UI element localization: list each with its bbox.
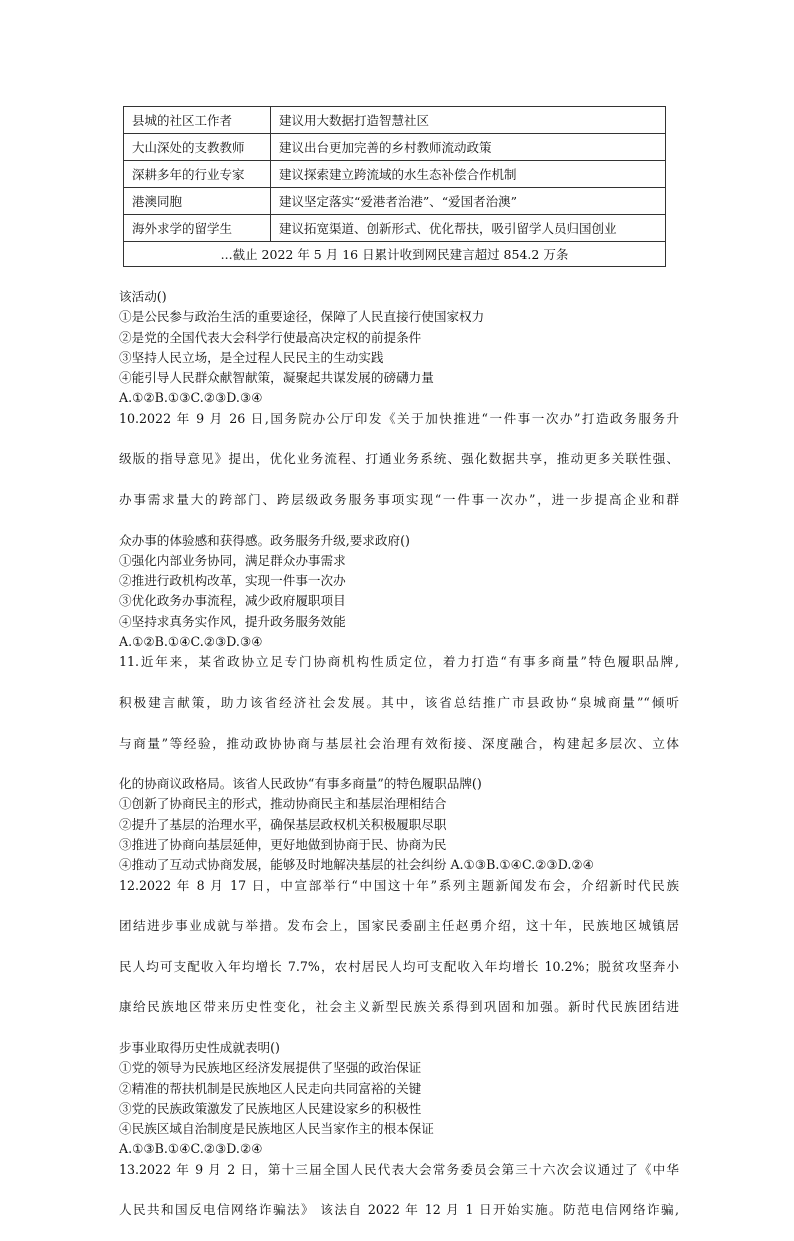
table-row [124,161,666,188]
table-footer-row [124,242,666,267]
q11-option: ③推进了协商向基层延伸，更好地做到协商于民、协商为民 [119,837,447,853]
q12-stem-line: 康给民族地区带来历史性变化，社会主义新型民族关系得到巩固和加强。新时代民族团结进 [119,999,679,1015]
q9-stem: 该活动() [119,289,167,304]
table-cell-who: 港澳同胞 [124,188,271,215]
q10-option: ②推进行政机构改革，实现一件事一次办 [119,573,346,589]
suggestions-table [123,106,666,267]
q13-stem-line: 人民共和国反电信网络诈骗法》 该法自 2022 年 12 月 1 日开始实施。防范电信网络诈骗, [119,1202,679,1218]
table-row [124,107,666,134]
table-cell-suggestion: 建议坚定落实“爱港者治港”、“爱国者治澳” [271,188,666,215]
q11-stem-line: 与商量”等经验，推动政协协商与基层社会治理有效衔接、深度融合，构建起多层次、立体 [119,735,679,751]
q12-stem-line: 民人均可支配收入年均增长 7.7%，农村居民人均可支配收入年均增长 10.2%；脱贫攻坚奔小 [119,958,679,974]
table-cell-who: 深耕多年的行业专家 [124,161,271,188]
table-row [124,215,666,242]
q10-answers: A.①②B.①④C.②③D.③④ [119,634,263,650]
q10-stem-line: 办事需求量大的跨部门、跨层级政务服务事项实现“一件事一次办”，进一步提高企业和群 [119,491,679,507]
table-cell-suggestion: 建议用大数据打造智慧社区 [271,107,666,134]
table-cell-who: 县城的社区工作者 [124,107,271,134]
q12-stem-line: 12.2022 年 8 月 17 日，中宣部举行“中国这十年”系列主题新闻发布会，介绍新时代民族 [119,877,679,893]
q10-stem-line: 众办事的体验感和获得感。政务服务升级,要求政府() [119,532,410,548]
q11-stem-line: 11.近年来，某省政协立足专门协商机构性质定位，着力打造“有事多商量”特色履职品牌, [119,654,679,670]
q11-option: ①创新了协商民主的形式，推动协商民主和基层治理相结合 [119,796,447,812]
q11-option: ④推动了互动式协商发展，能够及时地解决基层的社会纠纷 A.①③B.①④C.②③D.②④ [119,857,594,873]
q10-option: ①强化内部业务协同，满足群众办事需求 [119,552,346,568]
q9-option: ③坚持人民立场，是全过程人民民主的生动实践 [119,349,384,365]
q10-option: ④坚持求真务实作风，提升政务服务效能 [119,613,346,629]
q9-option: ④能引导人民群众献智献策，凝聚起共谋发展的磅礴力量 [119,370,434,386]
table-cell-suggestion: 建议拓宽渠道、创新形式、优化帮扶，吸引留学人员归国创业 [271,215,666,242]
q12-stem-line: 步事业取得历史性成就表明() [119,1039,280,1055]
questions [119,287,679,1241]
table-cell-suggestion: 建议出台更加完善的乡村教师流动政策 [271,134,666,161]
q12-stem-line: 团结进步事业成就与举措。发布会上，国家民委副主任赵勇介绍，这十年，民族地区城镇居 [119,918,679,934]
q12-answers: A.①③B.①④C.②③D.②④ [119,1141,263,1157]
q9-option: ①是公民参与政治生活的重要途径，保障了人民直接行使国家权力 [119,309,485,325]
table-cell-who: 大山深处的支教教师 [124,134,271,161]
q11-stem-line: 积极建言献策，助力该省经济社会发展。其中，该省总结推广市县政协“泉城商量”“倾听 [119,694,679,710]
q9-option: ②是党的全国代表大会科学行使最高决定权的前提条件 [119,329,422,345]
q11-stem-line: 化的协商议政格局。该省人民政协“有事多商量”的特色履职品牌() [119,776,482,792]
q11-option: ②提升了基层的治理水平，确保基层政权机关积极履职尽职 [119,816,447,832]
table-row [124,134,666,161]
q12-option: ③党的民族政策激发了民族地区人民建设家乡的积极性 [119,1100,422,1116]
q10-stem-line: 级版的指导意见》提出，优化业务流程、打通业务系统、强化数据共享，推动更多关联性强、 [119,451,679,467]
q13-stem-line: 13.2022 年 9 月 2 日，第十三届全国人民代表大会常务委员会第三十六次会议通过了《中华 [119,1161,679,1177]
q9-answers: A.①②B.①③C.②③D.③④ [119,390,263,406]
table-cell-suggestion: 建议探索建立跨流域的水生态补偿合作机制 [271,161,666,188]
q12-option: ②精准的帮扶机制是民族地区人民走向共同富裕的关键 [119,1080,422,1096]
table-cell-who: 海外求学的留学生 [124,215,271,242]
table-row [124,188,666,215]
q10-option: ③优化政务办事流程，减少政府履职项目 [119,593,346,609]
q12-option: ④民族区域自治制度是民族地区人民当家作主的根本保证 [119,1121,434,1137]
q10-stem-line: 10.2022 年 9 月 26 日,国务院办公厅印发《关于加快推进“一件事一次办”打造政务服务升 [119,410,679,426]
table-footer: ...截止 2022 年 5 月 16 日累计收到网民建言超过 854.2 万条 [124,242,666,267]
q12-option: ①党的领导为民族地区经济发展提供了坚强的政治保证 [119,1060,422,1076]
